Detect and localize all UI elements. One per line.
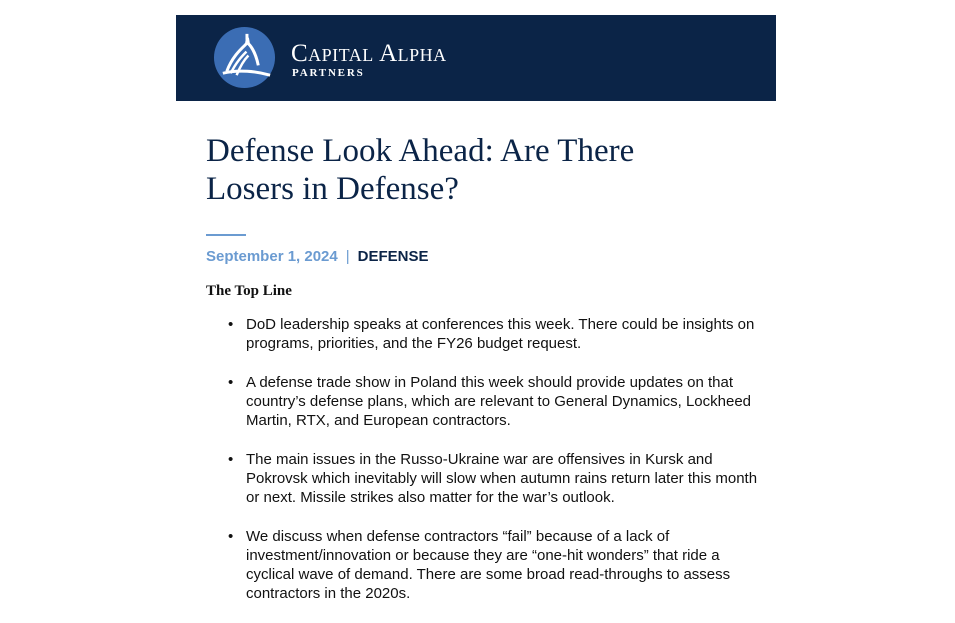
- section-title: The Top Line: [206, 283, 292, 299]
- top-line-list: [206, 315, 766, 603]
- title-divider: [206, 234, 246, 236]
- header-banner: [176, 15, 776, 101]
- capitol-dome-icon: [213, 26, 276, 89]
- article-title: Defense Look Ahead: Are There Losers in Defense?: [206, 133, 635, 207]
- list-item: • DoD leadership speaks at conferences this week. There could be insights on programs, priorities, and the FY26 budget request.: [206, 315, 766, 353]
- brand-subtitle: PARTNERS: [292, 67, 365, 79]
- article-category: DEFENSE: [357, 248, 429, 265]
- article-meta: [206, 248, 766, 266]
- article: [206, 132, 766, 623]
- list-item: • We discuss when defense contractors “fail” because of a lack of investment/innovation or because they are “one-hit wonders” that ride a cyclical wave of demand. There are some broad read-throughs to assess contractors in the 2020s.: [206, 527, 766, 603]
- meta-separator: |: [345, 248, 350, 265]
- article-date: September 1, 2024: [206, 248, 338, 265]
- list-item: • The main issues in the Russo-Ukraine war are offensives in Kursk and Pokrovsk which inevitably will slow when autumn rains return later this month or next. Missile strikes also matter for the war’s outlook.: [206, 450, 766, 507]
- brand-wordmark: [291, 41, 447, 79]
- list-item: • A defense trade show in Poland this week should provide updates on that country’s defense plans, which are relevant to General Dynamics, Lockheed Martin, RTX, and European contractors.: [206, 373, 766, 430]
- brand-name: Capital Alpha: [291, 40, 447, 67]
